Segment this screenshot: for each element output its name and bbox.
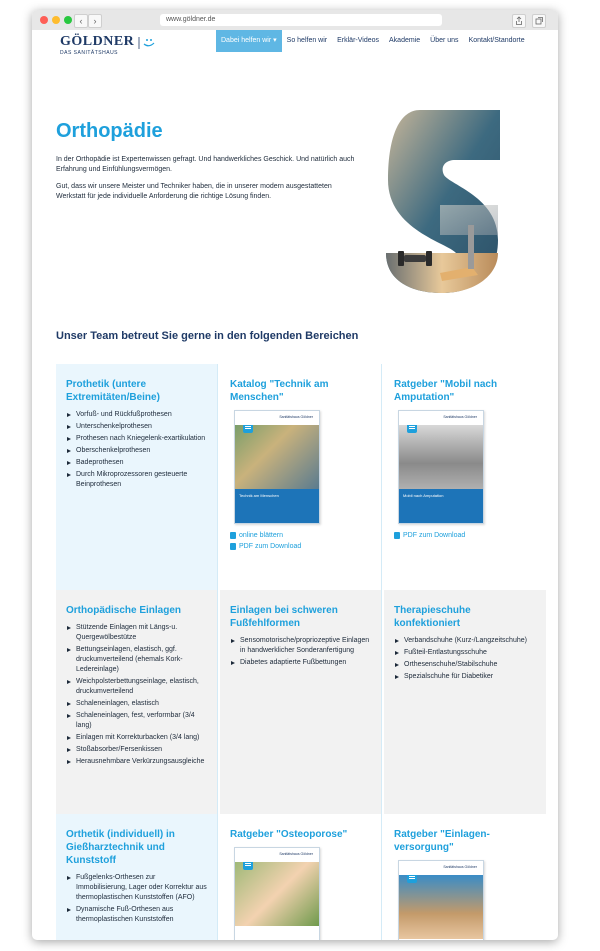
card-title: Orthopädische Einlagen [66, 605, 182, 616]
logo-smile-icon [138, 36, 156, 50]
browser-toolbar [32, 10, 558, 31]
cover-brand: Sanitätshaus Göldner [443, 865, 477, 869]
card-prothetik [56, 364, 218, 590]
card-einlagen [56, 590, 218, 814]
card-list [394, 636, 536, 682]
card-ratgeber-amputation [384, 364, 546, 590]
browser-window [32, 10, 558, 940]
card-list [66, 623, 207, 767]
link-label: online blättern [239, 532, 283, 539]
cover-title: Technik am Menschen [235, 489, 319, 523]
service-grid [56, 364, 546, 940]
cover-title: Mobil nach Amputation [399, 489, 483, 523]
pdf-download-link[interactable] [394, 530, 536, 541]
list-item: Fußgelenks-Orthesen zur Immobilisierung, Lager oder Korrektur aus thermoplastischen Kunststoffen (AFO) [76, 874, 207, 901]
osteoporose-cover[interactable] [234, 847, 320, 940]
link-label: PDF zum Download [239, 543, 302, 550]
card-einlagenversorgung [384, 814, 546, 940]
list-item: Spezialschuhe für Diabetiker [402, 672, 536, 682]
list-item: Schaleneinlagen, fest, verformbar (3/4 lang) [74, 711, 207, 731]
card-title: Therapieschuhe konfektioniert [394, 605, 471, 629]
list-item: Badeprothesen [74, 458, 207, 468]
hero-s-shaped-image [380, 105, 505, 295]
section-title: Unser Team betreut Sie gerne in den folgenden Bereichen [56, 330, 359, 342]
card-list [66, 410, 207, 490]
card-list [66, 873, 207, 925]
pdf-icon [394, 532, 400, 539]
card-title[interactable]: Katalog "Technik am Menschen" [230, 379, 329, 403]
nav-kontakt-standorte[interactable]: Kontakt/Standorte [468, 37, 525, 44]
zoom-window-button[interactable] [64, 16, 72, 24]
book-icon [230, 532, 236, 539]
list-item: Vorfuß- und Rückfußprothesen [74, 410, 207, 420]
main-nav [216, 30, 530, 52]
card-title[interactable]: Ratgeber "Osteoporose" [230, 829, 348, 840]
back-button[interactable]: ‹ [74, 14, 88, 28]
einlagenversorgung-cover[interactable] [398, 860, 484, 940]
cover-brand: Sanitätshaus Göldner [279, 415, 313, 419]
card-osteoporose [220, 814, 382, 940]
list-item: Orthesenschuhe/Stabilschuhe [402, 660, 536, 670]
site-header [32, 30, 558, 72]
list-item: Prothesen nach Kniegelenk-exartikulation [76, 435, 206, 442]
nav-dabei-helfen-wir[interactable]: Dabei helfen wir ▾ [216, 30, 282, 52]
list-item: Stoßabsorber/Fersenkissen [74, 745, 207, 755]
list-item: Herausnehmbare Verkürzungsausgleiche [74, 757, 207, 767]
card-title: Einlagen bei schweren Fußfehlformen [230, 605, 338, 629]
card-katalog [220, 364, 382, 590]
online-blaettern-link[interactable] [230, 530, 371, 541]
tabs-overview-icon[interactable] [532, 14, 546, 28]
address-bar[interactable]: www.göldner.de [160, 14, 442, 26]
close-window-button[interactable] [40, 16, 48, 24]
cover-brand: Sanitätshaus Göldner [443, 415, 477, 419]
list-item: Fußteil-Entlastungsschuhe [402, 648, 536, 658]
card-title: Orthetik (individuell) in Gießharztechnik und Kunststoff [66, 829, 175, 866]
forward-button[interactable]: › [88, 14, 102, 28]
list-item: Verbandschuhe (Kurz-/Langzeitschuhe) [402, 636, 536, 646]
list-item: Weichpolsterbettungseinlage, elastisch, druckumverteilend [74, 677, 207, 697]
logo-name: GÖLDNER [60, 34, 135, 49]
list-item: Dynamische Fuß-Orthesen aus thermoplastischen Kunststoffen [74, 905, 207, 925]
logo-subtitle: DAS SANITÄTSHAUS [60, 50, 119, 56]
pdf-icon [230, 543, 236, 550]
page-title: Orthopädie [56, 120, 163, 142]
pdf-download-link[interactable] [230, 541, 371, 552]
card-fussfehlformen [220, 590, 382, 814]
card-therapieschuhe [384, 590, 546, 814]
intro-paragraph-2: Gut, dass wir unsere Meister und Techniker haben, die in unserer modern ausgestatteten Werkstatt für jede individuelle Anforderung die richtige Lösung finden. [56, 183, 332, 200]
list-item: Stützende Einlagen mit Längs-u. Quergewölbestütze [74, 623, 207, 643]
list-item: Durch Mikroprozessoren gesteuerte Beinprothesen [74, 470, 207, 490]
list-item: Unterschenkelprothesen [74, 422, 207, 432]
cover-brand: Sanitätshaus Göldner [279, 852, 313, 856]
katalog-cover[interactable] [234, 410, 320, 524]
card-title: Prothetik (untere Extremitäten/Beine) [66, 379, 160, 403]
goeldner-logo[interactable] [60, 34, 134, 56]
card-list [230, 636, 371, 668]
nav-akademie[interactable]: Akademie [389, 37, 421, 44]
intro-paragraph-1: In der Orthopädie ist Expertenwissen gefragt. Und handwerkliches Geschick. Und natürlich auch Erfahrung und Einfühlungsvermögen. [56, 156, 355, 173]
nav-so-helfen-wir[interactable]: So helfen wir [286, 37, 328, 44]
list-item: Schaleneinlagen, elastisch [74, 699, 207, 709]
nav-ueber-uns[interactable]: Über uns [430, 37, 459, 44]
minimize-window-button[interactable] [52, 16, 60, 24]
amputation-cover[interactable] [398, 410, 484, 524]
nav-erklaer-videos[interactable]: Erklär-Videos [337, 37, 380, 44]
link-label: PDF zum Download [403, 532, 466, 539]
list-item: Einlagen mit Korrekturbacken (3/4 lang) [74, 733, 207, 743]
card-orthetik [56, 814, 218, 940]
card-title[interactable]: Ratgeber "Mobil nach Amputation" [394, 379, 498, 403]
list-item: Bettungseinlagen, elastisch, ggf. druckumverteilend (ehemals Kork-Ledereinlage) [74, 645, 207, 675]
list-item: Diabetes adaptierte Fußbettungen [238, 658, 371, 668]
list-item: Sensomotorische/propriozeptive Einlagen in handwerklicher Sonderanfertigung [240, 637, 370, 654]
card-title[interactable]: Ratgeber "Einlagen-versorgung" [394, 829, 490, 853]
list-item: Oberschenkelprothesen [74, 446, 207, 456]
share-icon[interactable] [512, 14, 526, 28]
